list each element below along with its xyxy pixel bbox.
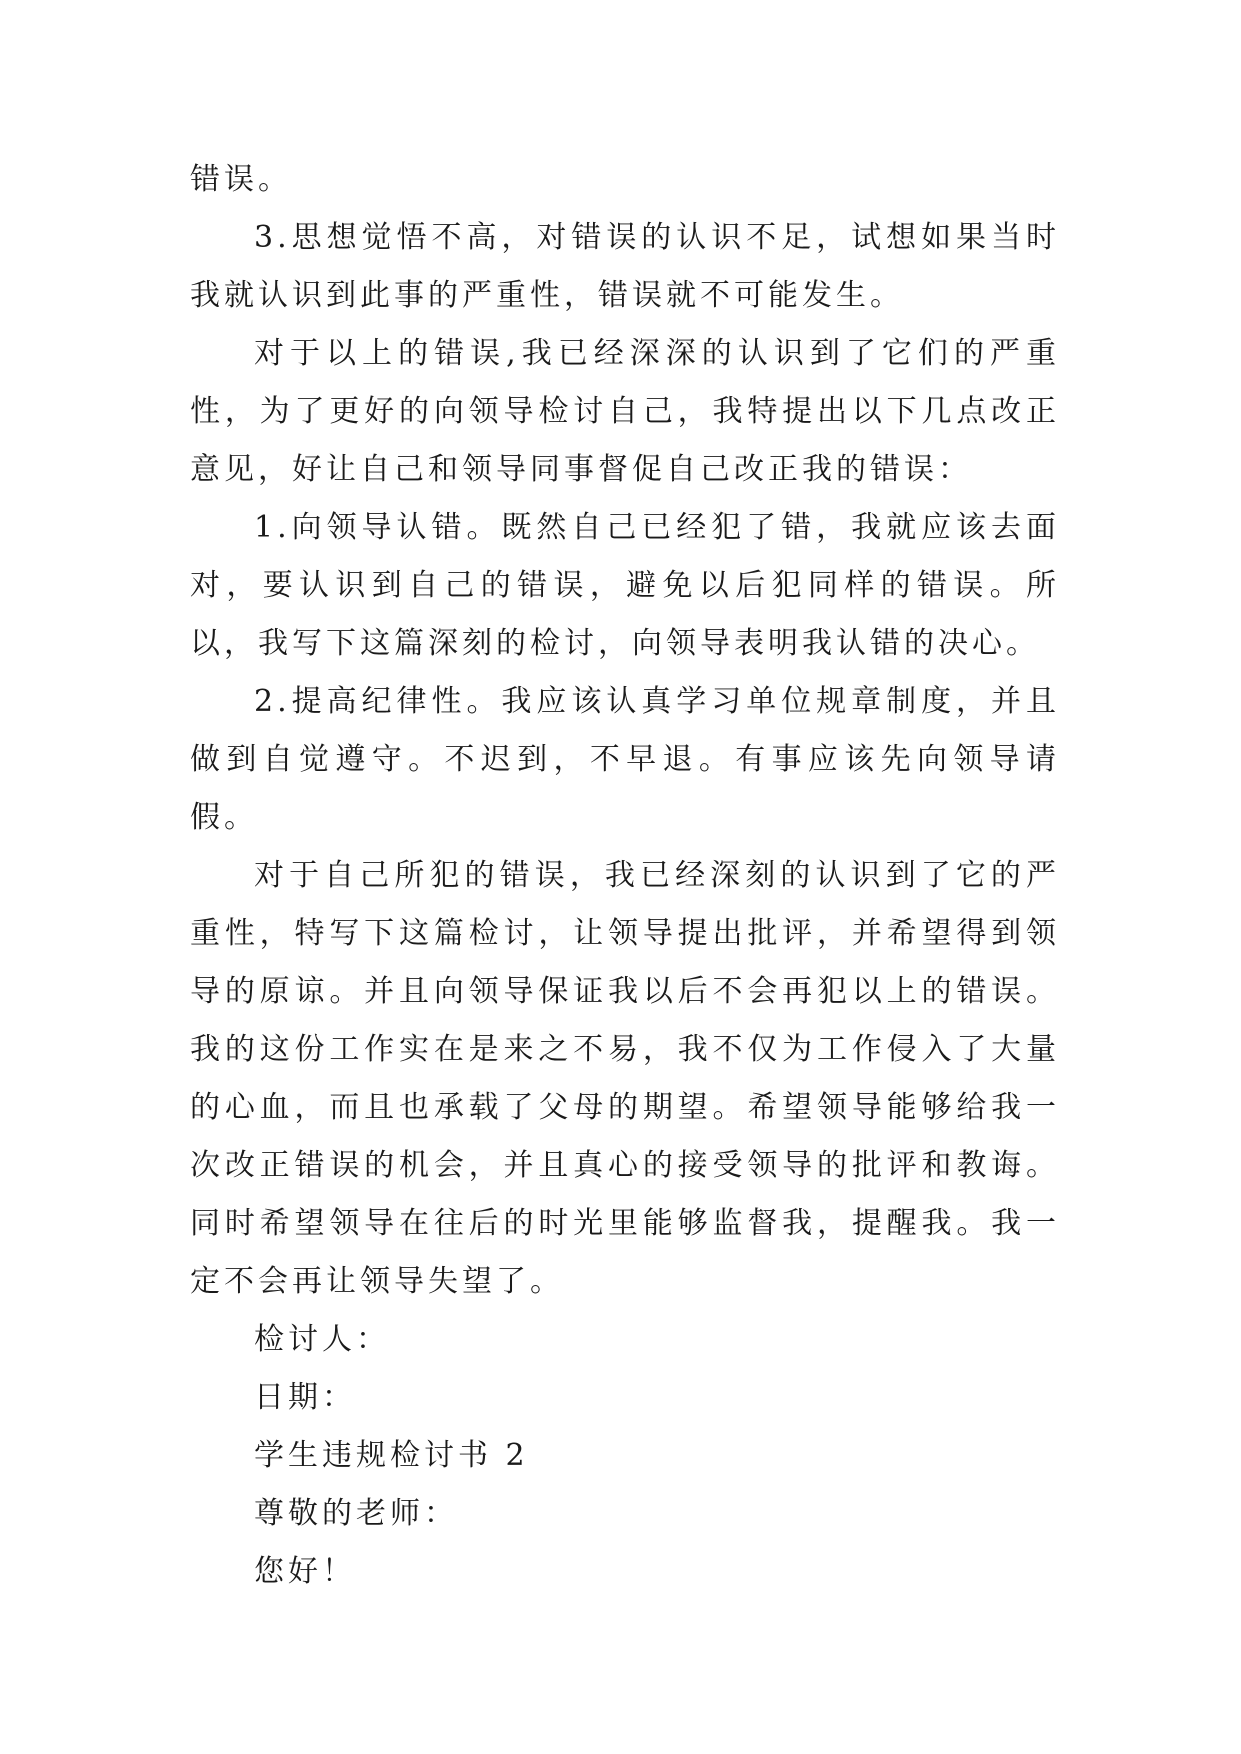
paragraph-point-3: 3.思想觉悟不高，对错误的认识不足，试想如果当时我就认识到此事的严重性，错误就不可能发生。 (190, 220, 1060, 313)
date-label: 日期： (254, 1380, 356, 1415)
paragraph-intro-corrections: 对于以上的错误,我已经深深的认识到了它们的严重性，为了更好的向领导检讨自己，我特提出以下几点改正意见，好让自己和领导同事督促自己改正我的错误： (190, 336, 1060, 487)
section-title: 学生违规检讨书 2 (254, 1438, 529, 1473)
salutation: 尊敬的老师： (254, 1496, 458, 1531)
document-body (190, 151, 1060, 1601)
paragraph-correction-1: 1.向领导认错。既然自己已经犯了错，我就应该去面对，要认识到自己的错误，避免以后犯同样的错误。所以，我写下这篇深刻的检讨，向领导表明我认错的决心。 (190, 510, 1060, 661)
paragraph-conclusion: 对于自己所犯的错误，我已经深刻的认识到了它的严重性，特写下这篇检讨，让领导提出批评，并希望得到领导的原谅。并且向领导保证我以后不会再犯以上的错误。我的这份工作实在是来之不易，我不仅为工作侵入了大量的心血，而且也承载了父母的期望。希望领导能够给我一次改正错误的机会，并且真心的接受领导的批评和教诲。同时希望领导在往后的时光里能够监督我，提醒我。我一定不会再让领导失望了。 (190, 858, 1060, 1299)
signature-label: 检讨人： (254, 1322, 390, 1357)
paragraph-continuation: 错误。 (190, 162, 292, 197)
greeting: 您好！ (254, 1554, 356, 1589)
paragraph-correction-2: 2.提高纪律性。我应该认真学习单位规章制度，并且做到自觉遵守。不迟到，不早退。有事应该先向领导请假。 (190, 684, 1060, 835)
